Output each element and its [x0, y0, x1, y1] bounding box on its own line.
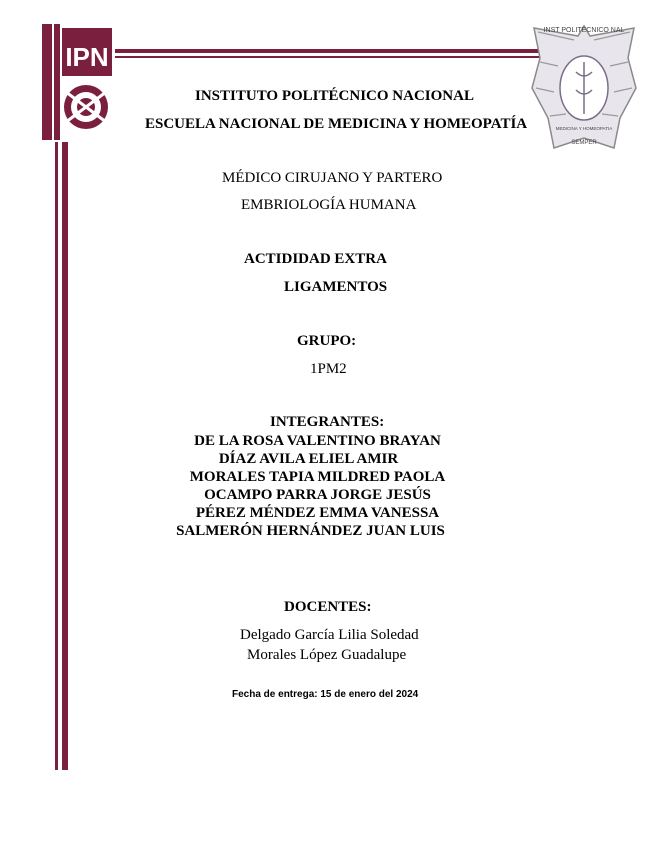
margin-rule-inner: [62, 60, 68, 770]
member-name: DÍAZ AVILA ELIEL AMIR: [218, 451, 399, 467]
eagle-seal-icon: [528, 18, 640, 158]
group-value: 1PM2: [310, 361, 347, 377]
career: MÉDICO CIRUJANO Y PARTERO: [222, 170, 443, 186]
teachers-label: DOCENTES:: [284, 599, 372, 615]
seal-text-bottom: SEMPER: [571, 140, 597, 146]
member-name: OCAMPO PARRA JORGE JESÚS: [204, 487, 431, 503]
ipn-logo-text: IPN: [65, 42, 109, 72]
member-name: SALMERÓN HERNÁNDEZ JUAN LUIS: [176, 523, 445, 539]
header-rule-bottom: [70, 56, 540, 58]
teacher-name: Morales López Guadalupe: [247, 647, 407, 663]
ipn-logo-icon: [40, 22, 115, 142]
ipn-logo: [40, 22, 115, 142]
member-name: PÉREZ MÉNDEZ EMMA VANESSA: [195, 505, 440, 521]
delivery-label: Fecha de entrega:: [232, 689, 318, 700]
members-list: [0, 432, 645, 540]
activity-topic: LIGAMENTOS: [284, 279, 388, 295]
school-seal: [528, 18, 640, 158]
margin-rule-outer: [55, 60, 58, 770]
teacher-name: Delgado García Lilia Soledad: [240, 627, 419, 643]
activity-label: ACTIDIDAD EXTRA: [244, 251, 387, 267]
subject: EMBRIOLOGÍA HUMANA: [241, 197, 417, 213]
delivery-date: [232, 689, 418, 700]
header-rule-top: [70, 49, 540, 53]
member-name: DE LA ROSA VALENTINO BRAYAN: [194, 433, 441, 449]
seal-text-top: INST POLITECNICO NAL: [543, 27, 625, 34]
seal-text-mid: MEDICINA Y HOMEOPATIA: [555, 126, 613, 131]
group-label: GRUPO:: [297, 333, 357, 349]
delivery-value: 15 de enero del 2024: [320, 689, 419, 700]
members-label: INTEGRANTES:: [270, 414, 385, 430]
institution-title: INSTITUTO POLITÉCNICO NACIONAL: [195, 88, 474, 104]
member-name: MORALES TAPIA MILDRED PAOLA: [189, 469, 446, 485]
school-title: ESCUELA NACIONAL DE MEDICINA Y HOMEOPATÍA: [145, 116, 528, 132]
